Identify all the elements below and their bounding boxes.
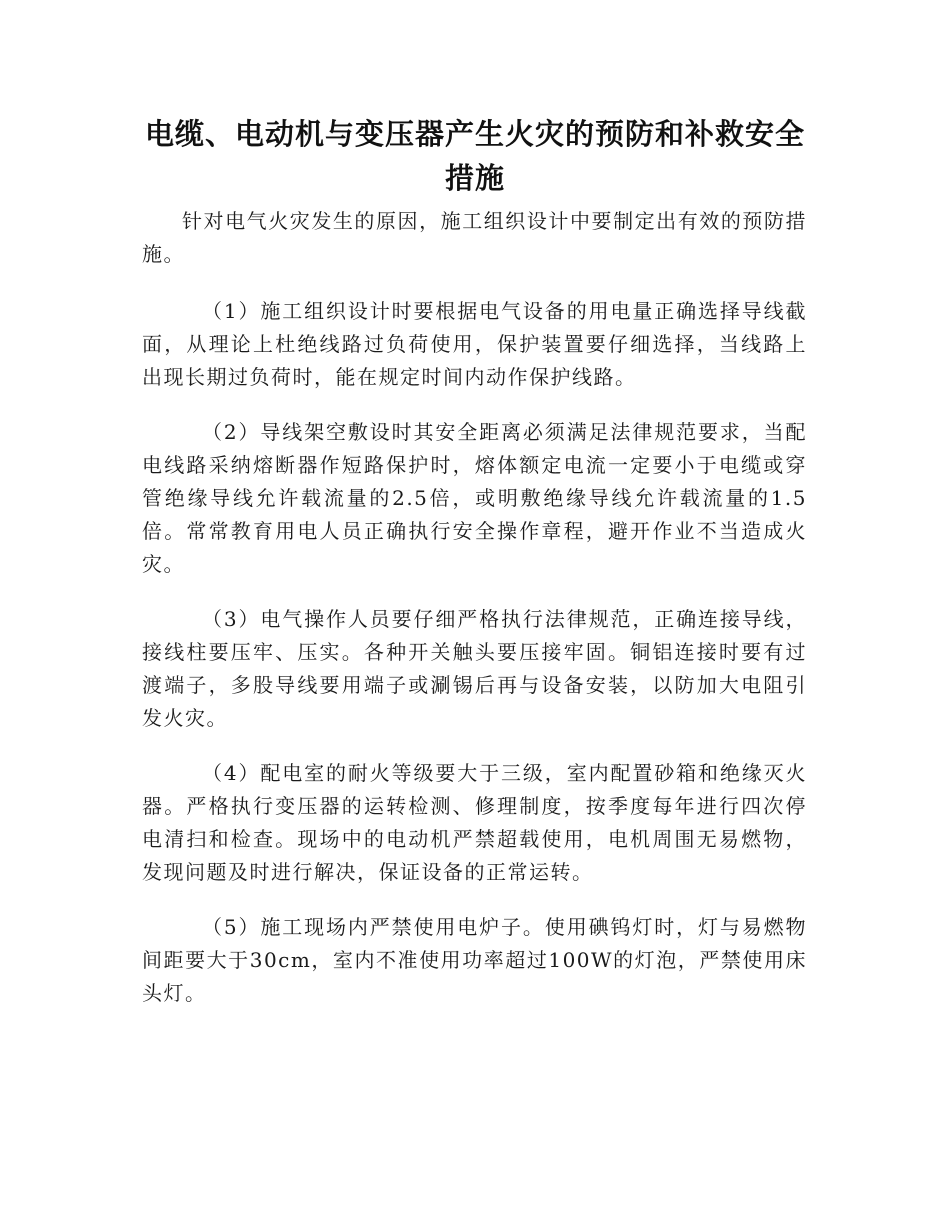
measure-paragraph-1: （1）施工组织设计时要根据电气设备的用电量正确选择导线截面，从理论上杜绝线路过负荷使用，保护装置要仔细选择，当线路上出现长期过负荷时，能在规定时间内动作保护线路。 (142, 299, 807, 389)
measure-paragraph-2: （2）导线架空敷设时其安全距离必须满足法律规范要求，当配电线路采纳熔断器作短路保护时，熔体额定电流一定要小于电缆或穿管绝缘导线允许载流量的2.5倍，或明敷绝缘导线允许载流量的1.5倍。常常教育用电人员正确执行安全操作章程，避开作业不当造成火灾。 (142, 420, 807, 576)
document-body (142, 205, 807, 1032)
measure-paragraph-3: （3）电气操作人员要仔细严格执行法律规范，正确连接导线，接线柱要压牢、压实。各种开关触头要压接牢固。铜铝连接时要有过渡端子，多股导线要用端子或涮锡后再与设备安装，以防加大电阻引发火灾。 (142, 607, 807, 730)
document-title: 电缆、电动机与变压器产生火灾的预防和补救安全措施 (144, 117, 805, 195)
measure-paragraph-5: （5）施工现场内严禁使用电炉子。使用碘钨灯时，灯与易燃物间距要大于30cm，室内不准使用功率超过100W的灯泡，严禁使用床头灯。 (142, 915, 807, 1005)
measure-paragraph-4: （4）配电室的耐火等级要大于三级，室内配置砂箱和绝缘灭火器。严格执行变压器的运转检测、修理制度，按季度每年进行四次停电清扫和检查。现场中的电动机严禁超载使用，电机周围无易燃物，发现问题及时进行解决，保证设备的正常运转。 (142, 761, 807, 884)
intro-paragraph: 针对电气火灾发生的原因，施工组织设计中要制定出有效的预防措施。 (142, 209, 807, 266)
